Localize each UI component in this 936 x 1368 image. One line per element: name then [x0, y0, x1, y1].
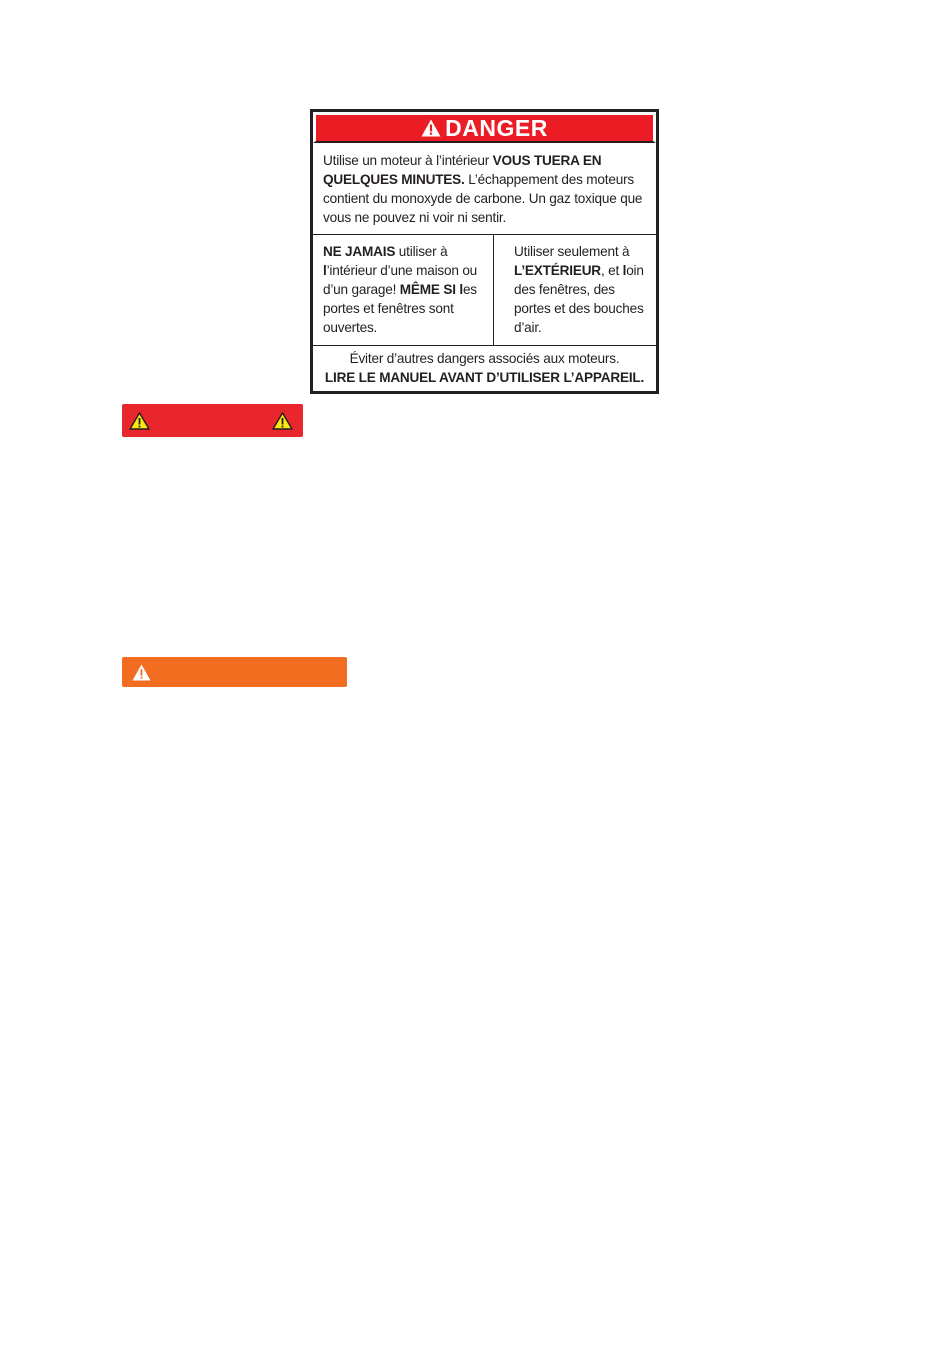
label-right-column — [494, 235, 656, 345]
main-text-run: Utilise un moteur à l’intérieur — [323, 153, 493, 168]
left-text-run: es portes et fenêtres sont ouvertes. — [323, 282, 477, 335]
footer-line-2: LIRE LE MANUEL AVANT D’UTILISER L’APPAREIL. — [324, 370, 645, 385]
left-text-run: l — [323, 263, 327, 278]
main-text-run: VOUS TUERA EN QUELQUES MINUTES. — [323, 153, 602, 187]
right-text-run: L’EXTÉRIEUR — [514, 263, 601, 278]
right-text-run: oin des fenêtres, des portes et des bouches d’air. — [514, 263, 644, 335]
right-text-run: l — [622, 263, 627, 278]
white-warning-triangle-icon — [132, 664, 151, 681]
yellow-warning-triangle-icon — [129, 412, 150, 430]
label-header-title: DANGER — [445, 114, 548, 141]
left-text-run: l — [459, 282, 463, 297]
warning-triangle-icon — [421, 119, 441, 137]
left-text-run: NE JAMAIS — [323, 244, 396, 259]
warning-signal-bar — [122, 657, 347, 687]
footer-line-1: Éviter d’autres dangers associés aux moteurs. — [349, 351, 620, 366]
main-text-run: L’échappement des moteurs contient du monoxyde de carbone. Un gaz toxique que vous ne pouvez ni voir ni sentir. — [323, 172, 643, 225]
label-header — [313, 112, 656, 143]
left-text-run: MÊME SI — [399, 282, 456, 297]
right-text-run: Utiliser seulement à — [514, 244, 630, 259]
label-main-text — [313, 143, 656, 235]
left-text-run: utiliser à — [395, 244, 448, 259]
right-text-run: , et — [600, 263, 623, 278]
left-text-run: ’intérieur d’une maison ou d’un garage! — [323, 263, 478, 297]
yellow-warning-triangle-icon — [272, 412, 293, 430]
label-footer — [313, 346, 656, 391]
label-left-column — [313, 235, 494, 345]
danger-safety-label — [310, 109, 659, 394]
danger-signal-bar — [122, 404, 303, 437]
label-columns — [313, 235, 656, 346]
